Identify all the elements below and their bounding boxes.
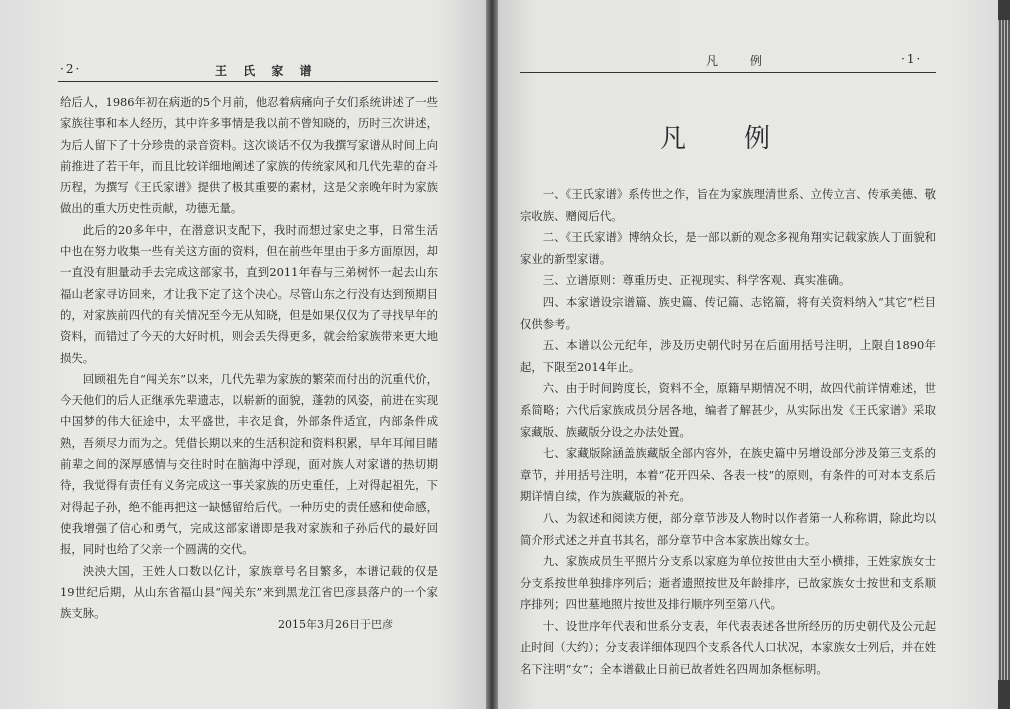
rule-item-3: 三、立谱原则：尊重历史、正视现实、科学客观、真实准确。: [542, 273, 851, 288]
left-paragraph-3: 回顾祖先自“闯关东”以来，几代先辈为家族的繁荣而付出的沉重代价，今天他们的后人正继承先辈遗志，以崭新的面貌，蓬勃的风姿，前进在实现中国梦的伟大征途中，太平盛世，丰衣足食，外部条件适宜，内部条件成熟，吾须尽力而为之。凭借长期以来的生活积淀和资料积累，早年耳闻目睹前辈之间的深厚感情与交往时时在脑海中浮现，面对族人对家谱的热切期待，我觉得有责任有义务完成这一事关家族的历史重任，上对得起祖先，下对得起子孙，绝不能再把这一缺憾留给后代。一种历史的责任感和使命感，使我增强了信心和勇气，完成这部家谱即是我对家族和子孙后代的最好回报，同时也给了父亲一个圆满的交代。: [60, 371, 438, 557]
rule-item-6: 六、由于时间跨度长，资料不全，原籍早期情况不明，故四代前详情难述，世系简略；六代后家族成员分居各地，编者了解甚少，从实际出发《王氏家谱》采取家藏版、族藏版分设之办法处置。: [520, 381, 936, 439]
rule-item-2: 二、《王氏家谱》博纳众长，是一部以新的观念多视角翔实记载家族人丁面貌和家业的新型家谱。: [520, 230, 936, 266]
right-page-number: ·1·: [901, 52, 923, 66]
left-page-number: ·2·: [60, 62, 82, 76]
left-running-title: 王 氏 家 谱: [215, 64, 318, 78]
right-running-title: 凡 例: [706, 54, 776, 68]
rule-item-8: 八、为叙述和阅读方便，部分章节涉及人物时以作者第一人称称谓，除此均以简介形式述之并直书其名，部分章节中含本家族出嫁女士。: [520, 510, 936, 547]
right-page: [498, 0, 998, 709]
rule-item-1: 一、《王氏家谱》系传世之作，旨在为家族理清世系、立传立言、传承美德、敬宗收族、赠阅后代。: [520, 187, 936, 223]
rule-item-7: 七、家藏版除涵盖族藏版全部内容外，在族史篇中另增设部分涉及第三支系的章节，并用括号注明，本着“花开四朵、各表一枝”的原则，有条件的可对本支系后期详情自续，作为族藏版的补充。: [520, 446, 936, 504]
rule-item-4: 四、本家谱设宗谱篇、族史篇、传记篇、志铭篇，将有关资料纳入“其它”栏目仅供参考。: [520, 294, 936, 331]
rule-item-5: 五、本谱以公元纪年，涉及历史朝代时另在后面用括号注明，上限自1890年起，下限至2014年止。: [520, 338, 936, 374]
book-gutter: [486, 0, 498, 709]
rule-item-10: 十、设世序年代表和世系分支表，年代表表述各世所经历的历史朝代及公元起止时间（大约）；分支表详细体现四个支系各代人口状况，本家族女士列后，并在姓名下注明“女”；全本谱截止日前已故者姓名四周加条框标明。: [520, 618, 936, 677]
left-paragraph-2: 此后的20多年中，在潜意识支配下，我时而想过家史之事，日常生活中也在努力收集一些有关这方面的资料，但在前些年里由于多方面原因，却一直没有胆量动手去完成这部家书，直到2011年春与三弟树怀一起去山东福山老家寻访回来，才让我下定了这个决心。尽管山东之行没有达到预期目的，对家族前四代的有关情况至今无从知晓，但是如果仅仅为了寻找早年的资料，而错过了今天的大好时机，则会丢失得更多，就会给家族带来更大地损失。: [60, 222, 438, 365]
left-page: [0, 0, 486, 709]
page-stack-lines: [998, 20, 1010, 680]
left-paragraph-4: 泱泱大国，王姓人口数以亿计，家族章号名目繁多，本谱记载的仅是19世纪后期，从山东省福山县“闯关东”来到黑龙江省巴彦县落户的一个家族支脉。: [60, 563, 438, 621]
rule-item-9: 九、家族成员生平照片分支系以家庭为单位按世由大至小横排，王姓家族女士分支系按世单独排序列后；逝者遗照按世及年龄排序，已故家族女士按世和支系顺序排列；四世墓地照片按世及排行顺序列至第八代。: [520, 554, 936, 612]
right-body-text: [520, 184, 936, 681]
chapter-title: 凡例: [660, 124, 829, 154]
left-header-rule: [58, 81, 438, 82]
right-header-rule: [520, 72, 936, 73]
left-body-text: [60, 92, 438, 624]
left-paragraph-1: 给后人，1986年初在病逝的5个月前，他忍着病痛向子女们系统讲述了一些家族往事和本人经历，其中许多事情是我以前不曾知晓的，历时三次讲述，为后人留下了十分珍贵的录音资料。这次谈话不仅为我撰写家谱从时间上向前推进了若干年，而且比较详细地阐述了家族的传统家风和几代先辈的奋斗历程，为撰写《王氏家谱》提供了极其重要的素材，这是父亲晚年时为家族做出的重大历史性贡献，功德无量。: [60, 95, 438, 216]
signoff-date: 2015年3月26日于巴彦: [278, 618, 393, 631]
